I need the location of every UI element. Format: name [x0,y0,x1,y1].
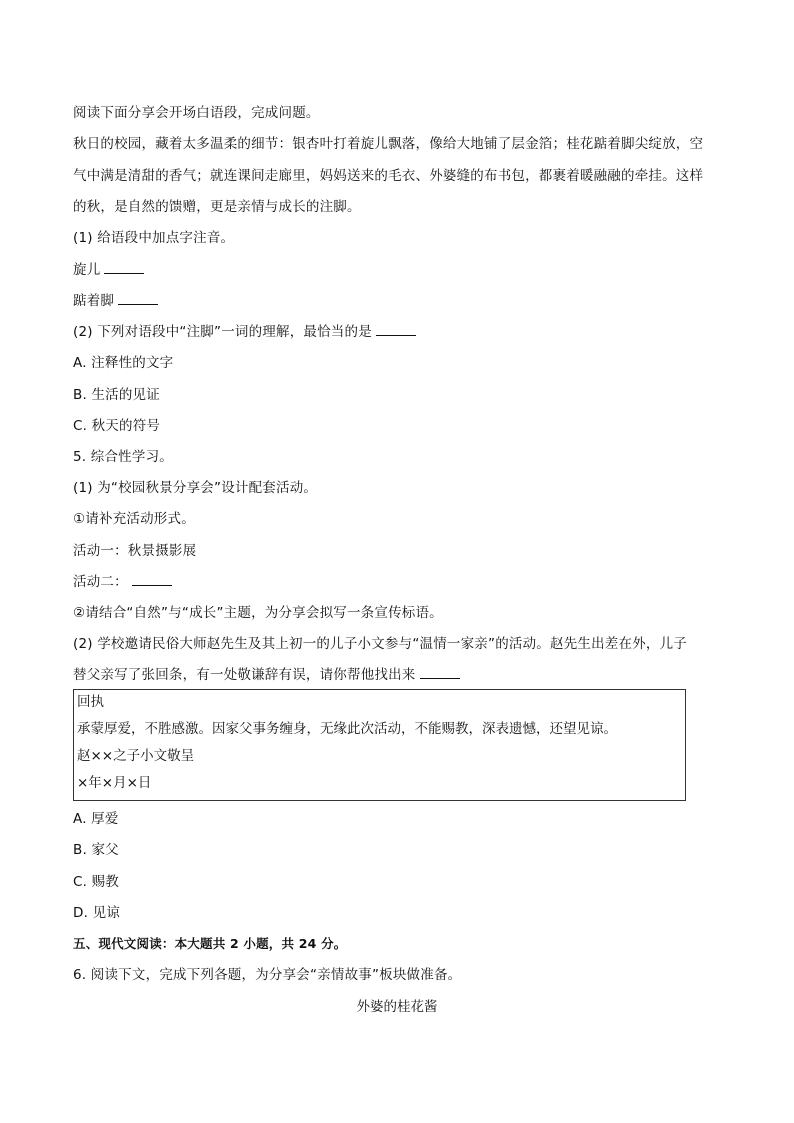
intro-text: 阅读下面分享会开场白语段，完成问题。 [73,105,320,121]
q5-option-b: B. 家父 [73,842,119,858]
question-5-sub-1b: ②请结合“自然”与“成长”主题，为分享会拟写一条宣传标语。 [73,605,443,621]
passage-line-1: 秋日的校园，藏着太多温柔的细节：银杏叶打着旋儿飘落，像给大地铺了层金箔；桂花踮着脚尖绽放，空 [73,136,704,152]
q5-option-d: D. 见谅 [73,905,120,921]
receipt-date: ×年×月×日 [77,775,152,791]
story-title: 外婆的桂花酱 [356,999,438,1015]
section-heading: 五、现代文阅读：本大题共 2 小题，共 24 分。 [73,936,347,951]
option-b: B. 生活的见证 [73,387,160,403]
question-2-prompt [73,323,416,341]
question-1-item-1 [73,261,144,279]
question-2-text: (2) 下列对语段中“注脚”一词的理解，最恰当的是 [73,324,372,340]
activity-2 [73,573,172,591]
receipt-signature: 赵××之子小文敬呈 [77,748,195,764]
question-5-sub-1a: ①请补充活动形式。 [73,511,195,527]
receipt-box [73,689,686,801]
item-2-label: 踮着脚 [73,293,115,309]
answer-blank[interactable] [132,573,172,586]
option-a: A. 注释性的文字 [73,355,174,371]
question-5-sub-2-line-1: (2) 学校邀请民俗大师赵先生及其上初一的儿子小文参与“温情一家亲”的活动。赵先生出差在外，儿子 [73,636,688,652]
answer-blank[interactable] [104,261,144,274]
activity-2-label: 活动二： [73,574,128,590]
question-1-prompt: (1) 给语段中加点字注音。 [73,230,235,246]
question-5-sub-1: (1) 为“校园秋景分享会”设计配套活动。 [73,480,318,496]
activity-1: 活动一：秋景摄影展 [73,543,197,559]
receipt-title: 回执 [77,694,104,710]
q5-option-a: A. 厚爱 [73,811,119,827]
question-5-sub-2-text: 替父亲写了张回条，有一处敬谦辞有误，请你帮他找出来 [73,667,416,683]
item-1-label: 旋儿 [73,262,101,278]
q5-option-c: C. 赐教 [73,874,120,890]
answer-blank[interactable] [118,292,158,305]
answer-blank[interactable] [376,323,416,336]
question-6-prompt: 6. 阅读下文，完成下列各题，为分享会“亲情故事”板块做准备。 [73,967,462,983]
question-5-sub-2-line-2 [73,666,460,684]
option-c: C. 秋天的符号 [73,418,161,434]
answer-blank[interactable] [420,666,460,679]
passage-line-2: 气中满是清甜的香气；就连课间走廊里，妈妈送来的毛衣、外婆缝的布书包，都裹着暖融融的牵挂。这样 [73,168,704,184]
passage-line-3: 的秋，是自然的馈赠，更是亲情与成长的注脚。 [73,199,361,215]
question-1-item-2 [73,292,158,310]
receipt-body: 承蒙厚爱，不胜感激。因家父事务缠身，无缘此次活动，不能赐教，深表遗憾，还望见谅。 [77,721,617,737]
question-5-title: 5. 综合性学习。 [73,449,173,465]
